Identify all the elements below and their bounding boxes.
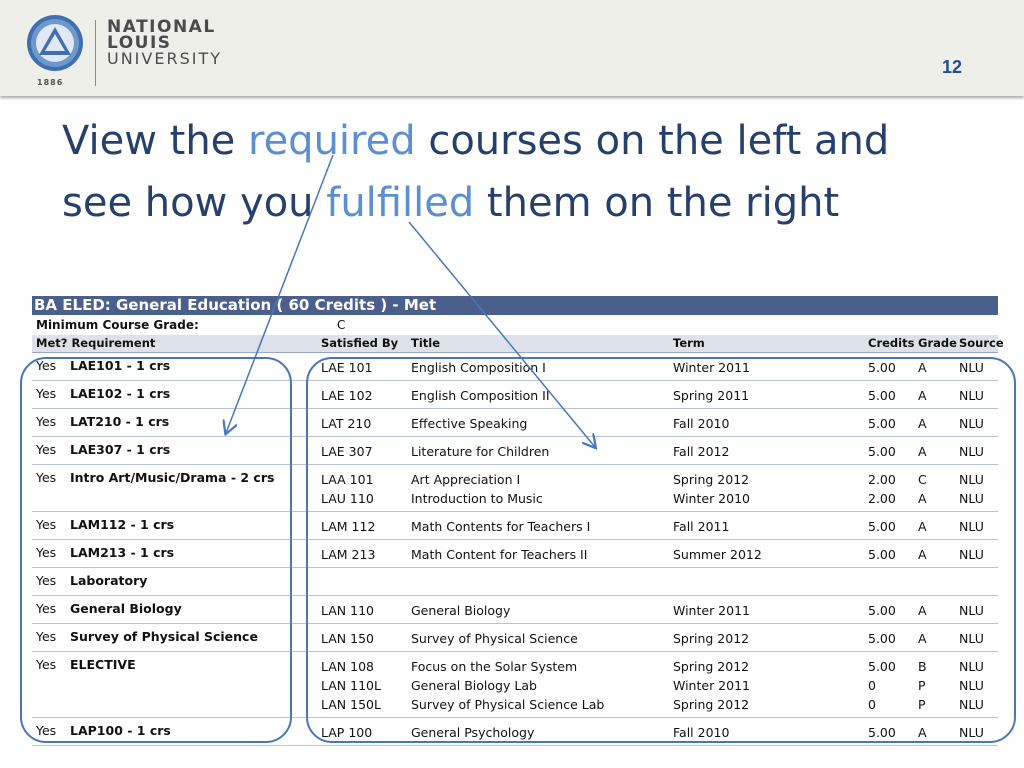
satisfied-by: LAA 101 <box>321 472 374 487</box>
course-source: NLU <box>959 416 984 431</box>
course-title: General Psychology <box>411 725 535 740</box>
title-highlight-required: required <box>248 118 416 164</box>
course-title: Art Appreciation I <box>411 472 521 487</box>
course-source: NLU <box>959 519 984 534</box>
min-grade-label: Minimum Course Grade: <box>36 318 199 332</box>
title-text: see how you <box>62 180 327 226</box>
course-title: General Biology <box>411 603 511 618</box>
course-credits: 5.00 <box>868 416 896 431</box>
course-source: NLU <box>959 697 984 712</box>
requirement-name: LAM112 - 1 crs <box>70 517 175 532</box>
met-status: Yes <box>36 517 57 532</box>
course-term: Spring 2012 <box>673 659 750 674</box>
course-credits: 0 <box>868 697 876 712</box>
met-status: Yes <box>36 414 57 429</box>
course-grade: A <box>918 388 927 403</box>
course-credits: 5.00 <box>868 547 896 562</box>
col-header-satisfied-by: Satisfied By <box>321 336 399 350</box>
course-grade: P <box>918 678 926 693</box>
title-text: courses on the left and <box>415 118 890 164</box>
course-credits: 5.00 <box>868 388 896 403</box>
logo-year: 1886 <box>37 78 64 87</box>
col-header-source: Source <box>959 336 1004 350</box>
course-grade: A <box>918 444 927 459</box>
course-source: NLU <box>959 659 984 674</box>
course-credits: 2.00 <box>868 491 896 506</box>
met-status: Yes <box>36 386 57 401</box>
course-credits: 2.00 <box>868 472 896 487</box>
col-header-grade: Grade <box>918 336 957 350</box>
col-header-met: Met? Requirement <box>36 336 156 350</box>
course-credits: 5.00 <box>868 519 896 534</box>
course-title: General Biology Lab <box>411 678 537 693</box>
met-status: Yes <box>36 723 57 738</box>
course-source: NLU <box>959 603 984 618</box>
satisfied-by: LAE 101 <box>321 360 373 375</box>
course-title: English Composition I <box>411 360 546 375</box>
wordmark-line-3: UNIVERSITY <box>107 49 222 68</box>
course-term: Winter 2011 <box>673 360 750 375</box>
course-source: NLU <box>959 678 984 693</box>
course-grade: A <box>918 547 927 562</box>
course-source: NLU <box>959 472 984 487</box>
title-text: View the <box>62 118 248 164</box>
requirement-name: Survey of Physical Science <box>70 629 258 644</box>
requirement-name: LAM213 - 1 crs <box>70 545 175 560</box>
course-term: Spring 2012 <box>673 697 750 712</box>
slide-number: 12 <box>941 57 962 77</box>
course-credits: 5.00 <box>868 360 896 375</box>
course-term: Spring 2012 <box>673 472 750 487</box>
course-grade: A <box>918 603 927 618</box>
min-grade-value: C <box>337 318 346 332</box>
arrow-fulfilled <box>409 222 595 447</box>
course-title: English Composition II <box>411 388 550 403</box>
course-grade: B <box>918 659 927 674</box>
requirement-name: Laboratory <box>70 573 148 588</box>
satisfied-by: LAE 307 <box>321 444 373 459</box>
course-grade: A <box>918 360 927 375</box>
title-highlight-fulfilled: fulfilled <box>326 180 475 226</box>
wordmark-line-2: LOUIS <box>107 33 172 53</box>
met-status: Yes <box>36 629 57 644</box>
course-credits: 5.00 <box>868 659 896 674</box>
title-text: them on the right <box>474 180 840 226</box>
satisfied-by: LAN 110 <box>321 603 374 618</box>
course-term: Winter 2010 <box>673 491 750 506</box>
satisfied-by: LAN 150 <box>321 631 374 646</box>
met-status: Yes <box>36 601 57 616</box>
requirement-name: LAT210 - 1 crs <box>70 414 170 429</box>
course-grade: A <box>918 631 927 646</box>
satisfied-by: LAM 213 <box>321 547 376 562</box>
course-credits: 5.00 <box>868 444 896 459</box>
course-title: Survey of Physical Science <box>411 631 578 646</box>
col-header-term: Term <box>673 336 705 350</box>
requirement-name: ELECTIVE <box>70 657 136 672</box>
requirement-name: LAE307 - 1 crs <box>70 442 171 457</box>
table-header: BA ELED: General Education ( 60 Credits ) - Met <box>32 296 998 315</box>
course-grade: A <box>918 519 927 534</box>
course-credits: 0 <box>868 678 876 693</box>
course-term: Winter 2011 <box>673 603 750 618</box>
requirement-name: LAE102 - 1 crs <box>70 386 171 401</box>
course-term: Fall 2011 <box>673 519 730 534</box>
satisfied-by: LAM 112 <box>321 519 376 534</box>
met-status: Yes <box>36 573 57 588</box>
course-term: Fall 2010 <box>673 416 730 431</box>
course-source: NLU <box>959 631 984 646</box>
met-status: Yes <box>36 358 57 373</box>
course-term: Winter 2011 <box>673 678 750 693</box>
col-header-title: Title <box>411 336 441 350</box>
requirement-name: Intro Art/Music/Drama - 2 crs <box>70 470 275 485</box>
met-status: Yes <box>36 657 57 672</box>
course-credits: 5.00 <box>868 725 896 740</box>
course-term: Summer 2012 <box>673 547 762 562</box>
course-grade: A <box>918 491 927 506</box>
satisfied-by: LAN 110L <box>321 678 381 693</box>
course-source: NLU <box>959 444 984 459</box>
course-term: Fall 2012 <box>673 444 730 459</box>
course-title: Focus on the Solar System <box>411 659 578 674</box>
satisfied-by: LAN 150L <box>321 697 381 712</box>
wordmark-line-1: NATIONAL <box>107 17 216 37</box>
course-grade: A <box>918 416 927 431</box>
requirement-name: LAE101 - 1 crs <box>70 358 171 373</box>
satisfied-by: LAN 108 <box>321 659 374 674</box>
met-status: Yes <box>36 442 57 457</box>
course-term: Fall 2010 <box>673 725 730 740</box>
arrow-required <box>226 155 333 433</box>
requirement-name: General Biology <box>70 601 182 616</box>
satisfied-by: LAP 100 <box>321 725 373 740</box>
course-credits: 5.00 <box>868 631 896 646</box>
course-term: Spring 2011 <box>673 388 750 403</box>
requirement-name: LAP100 - 1 crs <box>70 723 171 738</box>
course-grade: C <box>918 472 927 487</box>
course-title: Math Contents for Teachers I <box>411 519 591 534</box>
course-source: NLU <box>959 725 984 740</box>
satisfied-by: LAE 102 <box>321 388 373 403</box>
course-title: Literature for Children <box>411 444 550 459</box>
course-term: Spring 2012 <box>673 631 750 646</box>
satisfied-by: LAT 210 <box>321 416 372 431</box>
course-source: NLU <box>959 388 984 403</box>
satisfied-by: LAU 110 <box>321 491 374 506</box>
course-source: NLU <box>959 360 984 375</box>
course-grade: P <box>918 697 926 712</box>
course-title: Effective Speaking <box>411 416 528 431</box>
met-status: Yes <box>36 545 57 560</box>
met-status: Yes <box>36 470 57 485</box>
course-source: NLU <box>959 547 984 562</box>
course-source: NLU <box>959 491 984 506</box>
course-title: Math Content for Teachers II <box>411 547 588 562</box>
course-credits: 5.00 <box>868 603 896 618</box>
course-grade: A <box>918 725 927 740</box>
course-title: Survey of Physical Science Lab <box>411 697 605 712</box>
col-header-credits: Credits <box>868 336 915 350</box>
course-title: Introduction to Music <box>411 491 543 506</box>
